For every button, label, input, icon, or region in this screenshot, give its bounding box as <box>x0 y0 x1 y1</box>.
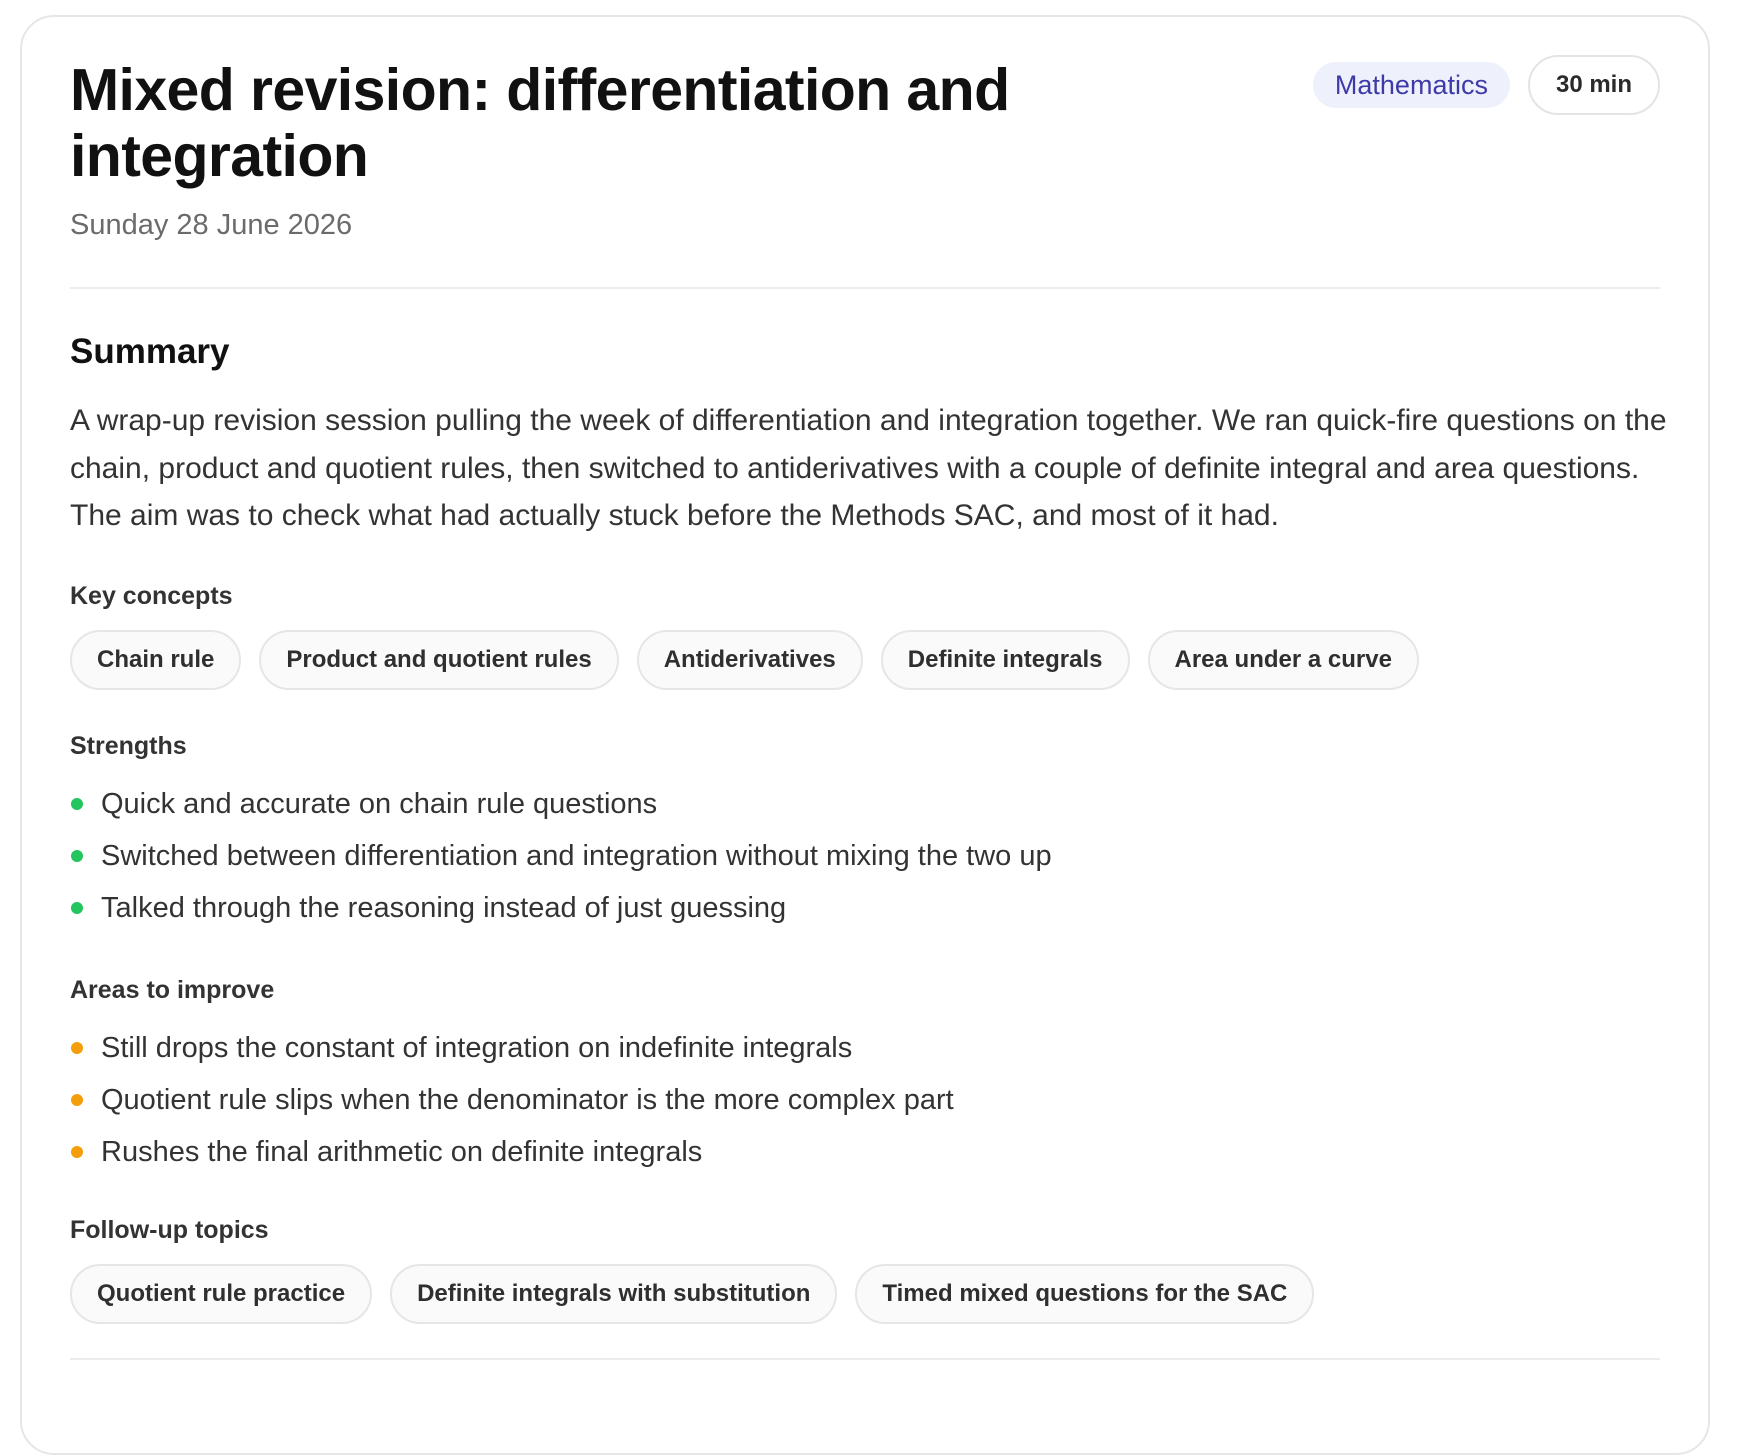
strength-item <box>70 830 1660 882</box>
duration-badge: 30 min <box>1528 55 1660 115</box>
strength-text: Talked through the reasoning instead of just guessing <box>101 891 787 924</box>
improve-text: Still drops the constant of integration on indefinite integrals <box>101 1031 853 1064</box>
improve-item <box>70 1074 1660 1126</box>
improve-text: Quotient rule slips when the denominator is the more complex part <box>101 1083 954 1116</box>
improve-heading: Areas to improve <box>70 975 275 1004</box>
strength-bullet-icon <box>71 798 83 810</box>
followup-heading: Follow-up topics <box>70 1215 269 1244</box>
strength-text: Switched between differentiation and integration without mixing the two up <box>101 839 1052 872</box>
strengths-list <box>70 778 1660 934</box>
subject-badge: Mathematics <box>1313 62 1510 108</box>
strength-bullet-icon <box>71 902 83 914</box>
followup-chip: Quotient rule practice <box>70 1264 372 1324</box>
strength-bullet-icon <box>71 850 83 862</box>
strength-item <box>70 778 1660 830</box>
followup-chips <box>70 1264 1660 1324</box>
concept-chip: Definite integrals <box>881 630 1130 690</box>
improve-item <box>70 1126 1660 1178</box>
session-header <box>70 17 1660 289</box>
strengths-heading: Strengths <box>70 731 187 760</box>
followup-chip: Definite integrals with substitution <box>390 1264 837 1324</box>
improve-text: Rushes the final arithmetic on definite integrals <box>101 1135 703 1168</box>
followup-chip: Timed mixed questions for the SAC <box>855 1264 1314 1324</box>
session-card <box>20 15 1710 1455</box>
summary-heading: Summary <box>70 332 230 371</box>
improve-item <box>70 1022 1660 1074</box>
summary-text: A wrap-up revision session pulling the week of differentiation and integration together. We ran quick-fire questions on the chain, product and quotient rules, then switched to antiderivatives with a couple of definite integral and area questions. The aim was to check what had actually stuck before the Methods SAC, and most of it had. <box>70 404 1667 532</box>
concept-chip: Product and quotient rules <box>259 630 618 690</box>
session-date: Sunday 28 June 2026 <box>70 209 353 241</box>
key-concepts-heading: Key concepts <box>70 581 233 610</box>
session-badges <box>1313 55 1660 115</box>
section-divider <box>70 1358 1660 1360</box>
improve-bullet-icon <box>71 1146 83 1158</box>
session-title: Mixed revision: differentiation and integration <box>70 57 1010 189</box>
strength-text: Quick and accurate on chain rule questions <box>101 787 658 820</box>
concept-chip: Chain rule <box>70 630 241 690</box>
concept-chip: Antiderivatives <box>637 630 863 690</box>
strength-item <box>70 882 1660 934</box>
improve-bullet-icon <box>71 1042 83 1054</box>
key-concepts-chips <box>70 630 1660 690</box>
improve-bullet-icon <box>71 1094 83 1106</box>
concept-chip: Area under a curve <box>1148 630 1419 690</box>
improve-list <box>70 1022 1660 1178</box>
